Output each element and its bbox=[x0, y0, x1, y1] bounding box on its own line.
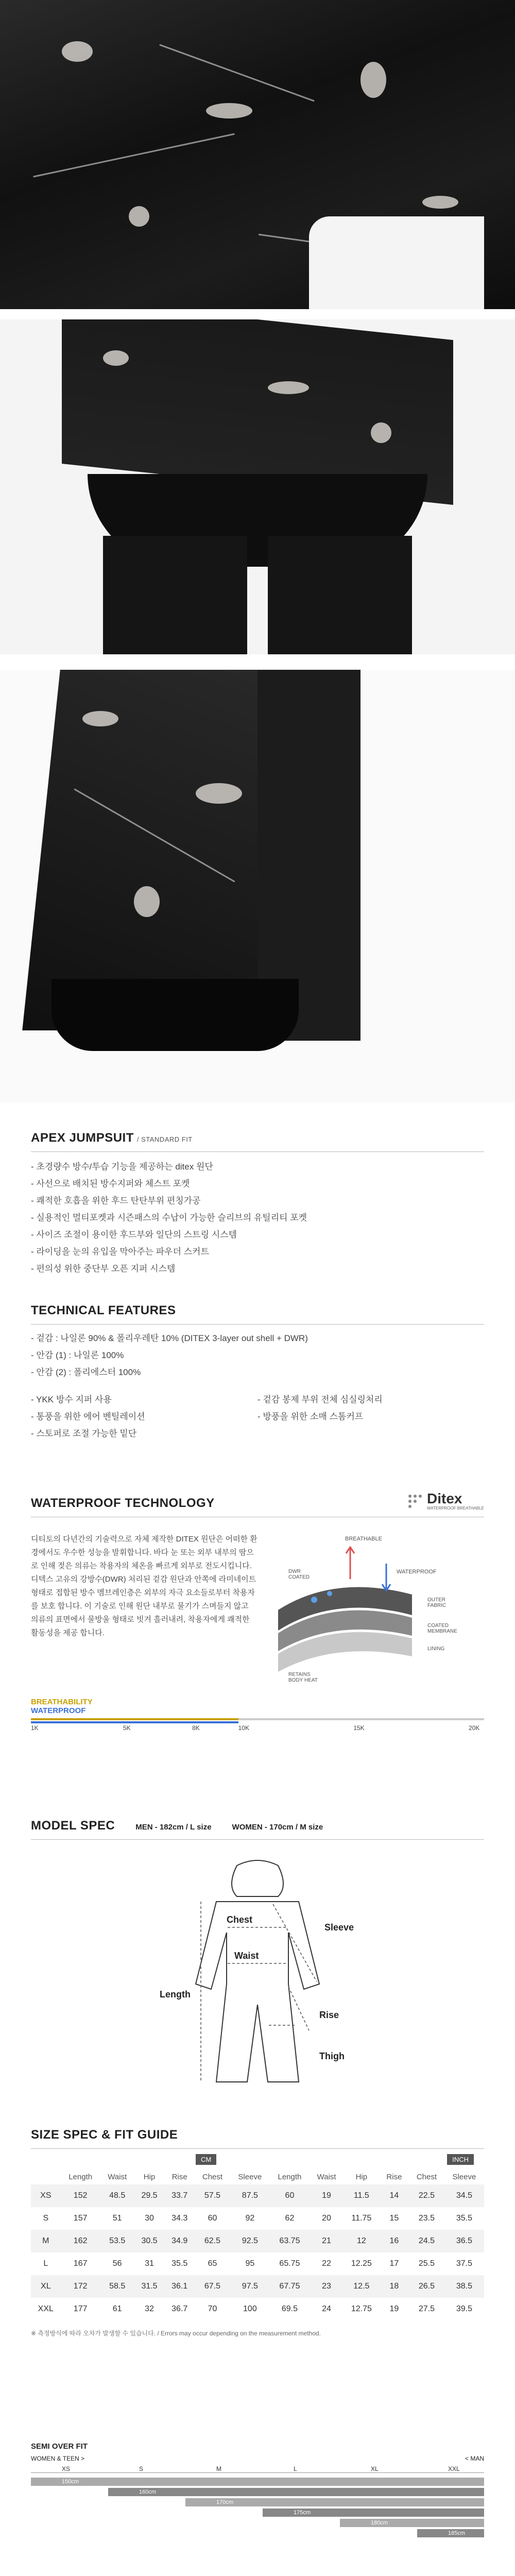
size-cell: 63.75 bbox=[279, 2236, 300, 2245]
layer-diagram-graphic bbox=[258, 1533, 484, 1687]
size-cell: 60 bbox=[285, 2191, 295, 2200]
fit-size-label: XS bbox=[62, 2465, 71, 2472]
fit-height-label: 180cm bbox=[371, 2520, 388, 2526]
size-cell: 22 bbox=[322, 2259, 331, 2268]
label-length: Length bbox=[160, 1989, 191, 1999]
ditex-logo-icon bbox=[406, 1493, 424, 1510]
label-dwr: DWR COATED bbox=[288, 1569, 310, 1580]
scale-tick: 20K bbox=[469, 1724, 480, 1732]
unit-inch: INCH bbox=[447, 2154, 474, 2165]
col-header: Sleeve bbox=[452, 2172, 476, 2181]
size-cell: 95 bbox=[245, 2259, 255, 2268]
size-cell: 65 bbox=[208, 2259, 217, 2268]
label-rise: Rise bbox=[319, 2010, 339, 2020]
performance-scale bbox=[31, 1698, 484, 1732]
label-retains: RETAINS BODY HEAT bbox=[288, 1672, 318, 1683]
size-cell: 12.75 bbox=[351, 2304, 372, 2313]
size-cell: 21 bbox=[322, 2236, 331, 2245]
size-cell: 30 bbox=[145, 2214, 154, 2223]
size-cell: XL bbox=[41, 2282, 51, 2291]
fit-size-label: M bbox=[216, 2465, 221, 2472]
size-cell: 16 bbox=[389, 2236, 399, 2245]
size-cell: 100 bbox=[243, 2304, 257, 2313]
model-men: MEN - 182cm / L size bbox=[135, 1823, 212, 1832]
fit-height-label: 160cm bbox=[139, 2489, 157, 2495]
fit-height-label: 175cm bbox=[294, 2510, 311, 2516]
label-lining: LINING bbox=[427, 1646, 445, 1652]
feature-item: - 라이딩을 눈의 유입을 막아주는 파우더 스커트 bbox=[31, 1247, 210, 1257]
size-cell: 19 bbox=[322, 2191, 331, 2200]
size-cell: 33.7 bbox=[171, 2191, 188, 2200]
size-cell: 51 bbox=[112, 2214, 122, 2223]
tech-section bbox=[31, 1303, 484, 1442]
tech-item: - YKK 방수 지퍼 사용 bbox=[31, 1395, 112, 1404]
feature-item: - 편의성 위한 중단부 오픈 지퍼 시스템 bbox=[31, 1264, 176, 1274]
size-cell: 23.5 bbox=[418, 2214, 435, 2223]
jumpsuit-outline bbox=[31, 1855, 484, 2097]
size-cell: 36.1 bbox=[171, 2282, 188, 2291]
size-cell: 53.5 bbox=[109, 2236, 126, 2245]
size-cell: 12.25 bbox=[351, 2259, 372, 2268]
size-cell: 60 bbox=[208, 2214, 217, 2223]
size-cell: 97.5 bbox=[242, 2282, 258, 2291]
waterproof-title: WATERPROOF TECHNOLOGY bbox=[31, 1496, 215, 1510]
size-cell: 32 bbox=[145, 2304, 154, 2313]
size-cell: 29.5 bbox=[141, 2191, 158, 2200]
col-header: Chest bbox=[416, 2172, 437, 2181]
fit-size-label: XL bbox=[371, 2465, 379, 2472]
label-thigh: Thigh bbox=[319, 2051, 345, 2061]
size-cell: 25.5 bbox=[418, 2259, 435, 2268]
size-cell: 31.5 bbox=[141, 2282, 158, 2291]
size-cell: 37.5 bbox=[456, 2259, 472, 2268]
size-cell: 58.5 bbox=[109, 2282, 126, 2291]
size-cell: 35.5 bbox=[456, 2214, 472, 2223]
label-waterproof: WATERPROOF bbox=[397, 1569, 437, 1575]
size-cell: 157 bbox=[73, 2214, 88, 2223]
size-cell: 62.5 bbox=[204, 2236, 221, 2245]
size-cell: 35.5 bbox=[171, 2259, 188, 2268]
size-cell: 87.5 bbox=[242, 2191, 258, 2200]
label-breathable: BREATHABLE bbox=[345, 1536, 382, 1542]
scale-tick: 15K bbox=[353, 1724, 365, 1732]
size-cell: 34.3 bbox=[171, 2214, 188, 2223]
size-cell: 62 bbox=[285, 2214, 295, 2223]
background-area bbox=[309, 216, 484, 309]
size-cell: 31 bbox=[145, 2259, 154, 2268]
col-header: Hip bbox=[355, 2172, 368, 2181]
size-cell: S bbox=[43, 2214, 49, 2223]
col-header: Hip bbox=[143, 2172, 156, 2181]
size-cell: 18 bbox=[389, 2282, 399, 2291]
tech-item: - 겉감 봉제 부위 전체 심실링처리 bbox=[258, 1395, 383, 1404]
size-cell: 177 bbox=[73, 2304, 88, 2313]
model-spec-title: MODEL SPEC bbox=[31, 1819, 115, 1833]
size-cell: 38.5 bbox=[456, 2282, 472, 2291]
col-header: Rise bbox=[171, 2172, 187, 2181]
scale-tick: 8K bbox=[192, 1724, 200, 1732]
size-cell: 26.5 bbox=[418, 2282, 435, 2291]
product-photo-top bbox=[0, 0, 515, 309]
size-cell: 152 bbox=[73, 2191, 88, 2200]
product-photo-cuff bbox=[0, 670, 515, 1103]
size-cell: 39.5 bbox=[456, 2304, 472, 2313]
col-header: Sleeve bbox=[238, 2172, 262, 2181]
size-cell: 70 bbox=[208, 2304, 217, 2313]
size-row bbox=[31, 2298, 484, 2320]
feature-item: - 쾌적한 호흡을 위한 후드 탄탄부위 편칭가공 bbox=[31, 1196, 201, 1206]
fit-label: / STANDARD FIT bbox=[136, 1136, 193, 1143]
size-table bbox=[31, 2169, 484, 2320]
ditex-brand: Ditex bbox=[427, 1490, 462, 1506]
size-cell: 24.5 bbox=[418, 2236, 435, 2245]
pant-leg-right bbox=[268, 536, 412, 654]
size-cell: 11.75 bbox=[351, 2214, 372, 2223]
size-cell: 92.5 bbox=[242, 2236, 258, 2245]
size-cell: 12 bbox=[356, 2236, 366, 2245]
waterproof-section bbox=[31, 1492, 484, 1732]
size-cell: 36.7 bbox=[171, 2304, 188, 2313]
size-cell: XXL bbox=[38, 2304, 54, 2313]
material-item: - 안감 (1) : 나일론 100% bbox=[31, 1350, 124, 1360]
size-cell: 67.75 bbox=[279, 2282, 300, 2291]
size-cell: 56 bbox=[112, 2259, 122, 2268]
tech-item: - 통풍을 위한 에어 벤틸레이션 bbox=[31, 1412, 145, 1421]
tech-item: - 스토퍼로 조절 가능한 밑단 bbox=[31, 1429, 137, 1438]
size-cell: 30.5 bbox=[141, 2236, 158, 2245]
material-item: - 안감 (2) : 폴리에스터 100% bbox=[31, 1367, 141, 1377]
size-cell: 57.5 bbox=[204, 2191, 221, 2200]
size-cell: L bbox=[43, 2259, 48, 2268]
product-photo-powder-skirt bbox=[0, 319, 515, 654]
fit-height-label: 185cm bbox=[448, 2530, 466, 2536]
fit-size-label: L bbox=[294, 2465, 297, 2472]
breathability-label: BREATHABILITY bbox=[31, 1698, 93, 1706]
size-note: ※ 측정방식에 따라 오차가 발생할 수 있습니다. / Errors may occur depending on the measurement method. bbox=[31, 2330, 321, 2337]
size-cell: 17 bbox=[389, 2259, 399, 2268]
product-name: APEX JUMPSUIT / STANDARD FIT bbox=[31, 1131, 193, 1145]
col-header: Waist bbox=[317, 2172, 336, 2181]
feature-item: - 초경량수 방수/투습 기능을 제공하는 ditex 원단 bbox=[31, 1162, 213, 1172]
size-cell: 27.5 bbox=[418, 2304, 435, 2313]
size-cell: 22.5 bbox=[418, 2191, 435, 2200]
size-cell: 15 bbox=[389, 2214, 399, 2223]
fit-height-label: 150cm bbox=[62, 2479, 79, 2485]
size-cell: 67.5 bbox=[204, 2282, 221, 2291]
fit-chart bbox=[31, 2465, 484, 2543]
size-cell: 61 bbox=[112, 2304, 122, 2313]
label-waist: Waist bbox=[234, 1951, 259, 1961]
pant-leg-left bbox=[103, 536, 247, 654]
size-spec-section bbox=[31, 2128, 484, 2337]
size-cell: 19 bbox=[389, 2304, 399, 2313]
fit-height-label: 170cm bbox=[216, 2499, 234, 2505]
fit-height-bar bbox=[340, 2519, 484, 2527]
label-membrane: COATED MEMBRANE bbox=[427, 1623, 457, 1634]
model-spec-section bbox=[31, 1819, 484, 2097]
size-row bbox=[31, 2275, 484, 2298]
size-cell: 12.5 bbox=[353, 2282, 370, 2291]
fit-title: SEMI OVER FIT bbox=[31, 2442, 88, 2451]
scale-tick: 5K bbox=[123, 1724, 131, 1732]
tech-item: - 방풍을 위한 소매 스톰커프 bbox=[258, 1412, 364, 1421]
fit-size-label: S bbox=[139, 2465, 144, 2472]
col-header: Length bbox=[278, 2172, 302, 2181]
fit-guide-section bbox=[31, 2442, 484, 2543]
unit-cm: CM bbox=[196, 2154, 216, 2165]
size-cell: 92 bbox=[245, 2214, 255, 2223]
ditex-logo bbox=[406, 1492, 484, 1511]
fit-height-bar bbox=[31, 2478, 484, 2486]
label-sleeve: Sleeve bbox=[324, 1922, 354, 1933]
size-cell: 65.75 bbox=[279, 2259, 300, 2268]
col-header: Chest bbox=[202, 2172, 223, 2181]
scale-tick: 1K bbox=[31, 1724, 39, 1732]
size-cell: XS bbox=[40, 2191, 52, 2200]
col-header: Rise bbox=[386, 2172, 402, 2181]
product-section bbox=[31, 1131, 484, 1277]
size-row bbox=[31, 2252, 484, 2275]
size-row bbox=[31, 2230, 484, 2252]
size-cell: M bbox=[42, 2236, 49, 2245]
tech-title: TECHNICAL FEATURES bbox=[31, 1303, 176, 1317]
waterproof-paragraph: 디티토의 다년간의 기술력으로 자체 제작한 DITEX 원단은 어떠한 환경에서도 우수한 성능을 발휘합니다. 바다 눈 또는 외부 내부의 땀으로 인해 젖은 의류는 착용자의 체온을 빠르게 외부로 전도시킵니다. 디텍스 고유의 강방수(DWR) 처리된 겉감 원단과 안쪽에 라미네이트 형태로 접합된 방수 멤브레인층은 외부의 자극 요소들로부터 착용자를 보호 합니다. 이 기술로 인해 원단 내부로 물기가 스며들지 않고 의류의 표면에서 물방울 형태로 빗겨 흘러내려, 착용자에게 쾌적한 활동성을 제공 합니다. bbox=[31, 1535, 258, 1637]
col-header: Length bbox=[68, 2172, 93, 2181]
feature-item: - 사선으로 배치된 방수지퍼와 체스트 포켓 bbox=[31, 1179, 190, 1189]
size-cell: 69.5 bbox=[281, 2304, 298, 2313]
size-cell: 172 bbox=[73, 2282, 88, 2291]
jumpsuit-diagram bbox=[31, 1855, 484, 2097]
model-women: WOMEN - 170cm / M size bbox=[232, 1823, 323, 1832]
feature-item: - 실용적인 멀티포켓과 시즌패스의 수납이 가능한 슬리브의 유틸리티 포켓 bbox=[31, 1213, 307, 1223]
size-cell: 23 bbox=[322, 2282, 331, 2291]
label-outer: OUTER FABRIC bbox=[427, 1597, 447, 1608]
fit-women: WOMEN & TEEN > bbox=[31, 2455, 85, 2462]
size-cell: 167 bbox=[73, 2259, 88, 2268]
col-header: Waist bbox=[108, 2172, 127, 2181]
fit-height-bar bbox=[108, 2488, 484, 2496]
size-cell: 34.9 bbox=[171, 2236, 188, 2245]
layer-diagram bbox=[258, 1533, 484, 1687]
feature-item: - 사이즈 조절이 용이한 후드부와 일단의 스트링 시스템 bbox=[31, 1230, 237, 1240]
ditex-brand-sub: WATERPROOF BREATHABLE bbox=[427, 1506, 484, 1511]
size-row bbox=[31, 2184, 484, 2207]
size-cell: 36.5 bbox=[456, 2236, 472, 2245]
waterproof-scale-label: WATERPROOF bbox=[31, 1706, 86, 1715]
size-cell: 34.5 bbox=[456, 2191, 472, 2200]
size-spec-title: SIZE SPEC & FIT GUIDE bbox=[31, 2128, 178, 2142]
ankle-cuff bbox=[52, 979, 299, 1051]
size-row bbox=[31, 2207, 484, 2230]
size-cell: 48.5 bbox=[109, 2191, 126, 2200]
material-item: - 겉감 : 나일론 90% & 폴리우레탄 10% (DITEX 3-layer out shell + DWR) bbox=[31, 1333, 308, 1343]
size-cell: 24 bbox=[322, 2304, 331, 2313]
fit-men: < MAN bbox=[465, 2455, 484, 2462]
size-cell: 11.5 bbox=[353, 2191, 369, 2200]
scale-tick: 10K bbox=[238, 1724, 249, 1732]
size-cell: 14 bbox=[389, 2191, 399, 2200]
scale-bar bbox=[31, 1718, 484, 1732]
fit-size-label: XXL bbox=[448, 2465, 460, 2472]
size-cell: 20 bbox=[322, 2214, 331, 2223]
breathability-fill bbox=[31, 1718, 238, 1720]
size-cell: 162 bbox=[73, 2236, 88, 2245]
waterproof-fill bbox=[31, 1721, 238, 1723]
label-chest: Chest bbox=[227, 1914, 253, 1925]
